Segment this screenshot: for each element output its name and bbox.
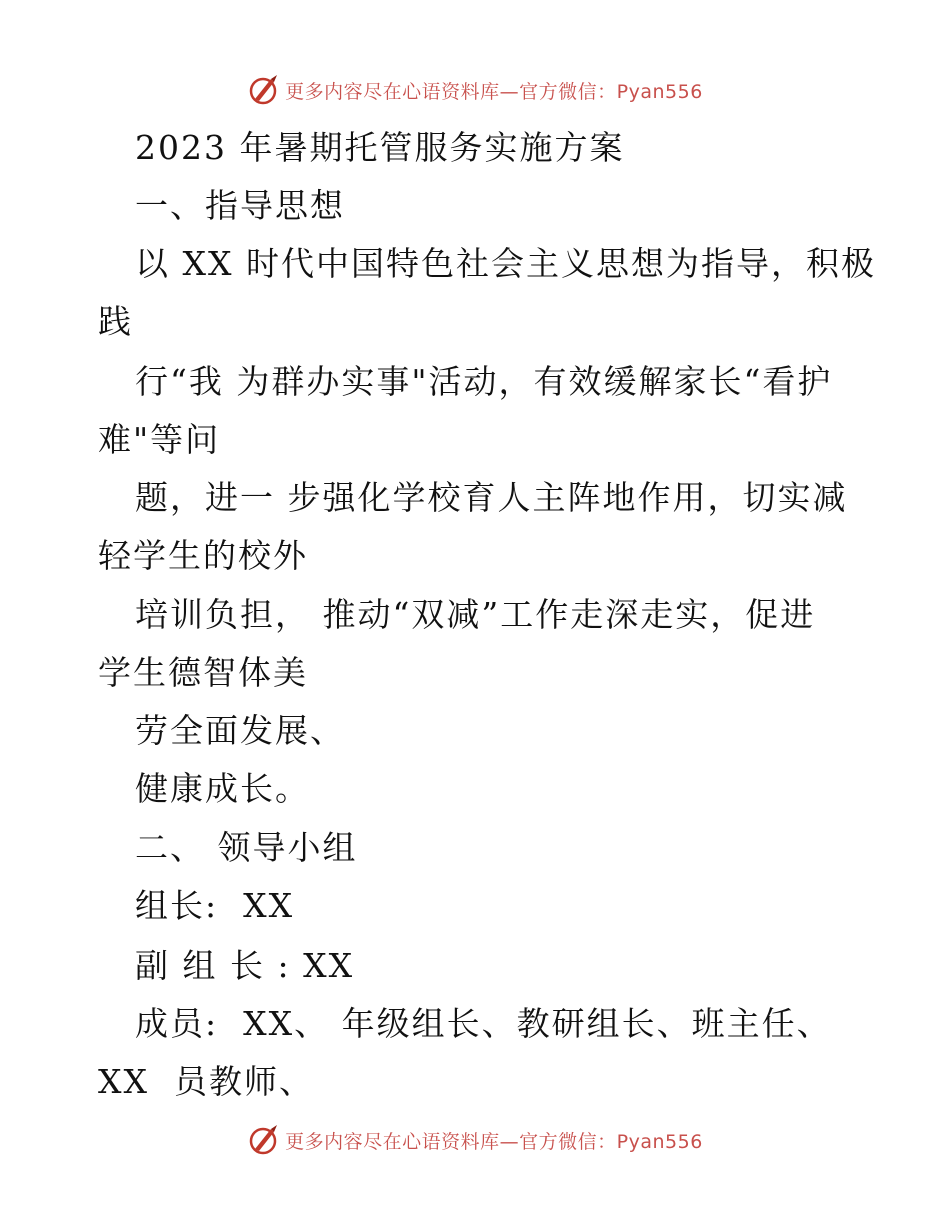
paragraph-line: 难"等问: [98, 420, 221, 459]
watermark-banner-top: [0, 70, 950, 110]
section-heading: 一、指导思想: [135, 186, 345, 225]
leader-line: 组长: XX: [135, 886, 295, 925]
paragraph-line: 劳全面发展、: [135, 711, 345, 750]
paragraph-line: 题，进一 步强化学校育人主阵地作用，切实减: [135, 478, 848, 517]
paragraph-line: 学生德智体美: [98, 653, 308, 692]
paragraph-line: 践: [98, 302, 133, 341]
watermark-text: 更多内容尽在心语资料库—官方微信：Pyan556: [285, 80, 703, 103]
document-title: 2023 年暑期托管服务实施方案: [135, 128, 625, 167]
watermark-banner-bottom: [0, 1120, 950, 1160]
paragraph-line: 以 XX 时代中国特色社会主义思想为指导，积极: [135, 244, 876, 283]
quill-logo-icon: [247, 73, 281, 107]
section-heading: 二、 领导小组: [135, 828, 358, 867]
quill-logo-icon: [247, 1123, 281, 1157]
paragraph-line: 轻学生的校外: [98, 536, 308, 575]
members-line: XX 员教师、: [98, 1062, 314, 1101]
watermark-text: 更多内容尽在心语资料库—官方微信：Pyan556: [285, 1130, 703, 1153]
members-line: 成员: XX、 年级组长、教研组长、班主任、: [135, 1004, 832, 1043]
paragraph-line: 健康成长。: [135, 769, 310, 808]
paragraph-line: 培训负担， 推动“双减”工作走深走实，促进: [135, 595, 816, 634]
deputy-leader-line: 副 组 长 : XX: [135, 946, 355, 985]
paragraph-line: 行“我 为群办实事"活动，有效缓解家长“看护: [135, 362, 833, 401]
